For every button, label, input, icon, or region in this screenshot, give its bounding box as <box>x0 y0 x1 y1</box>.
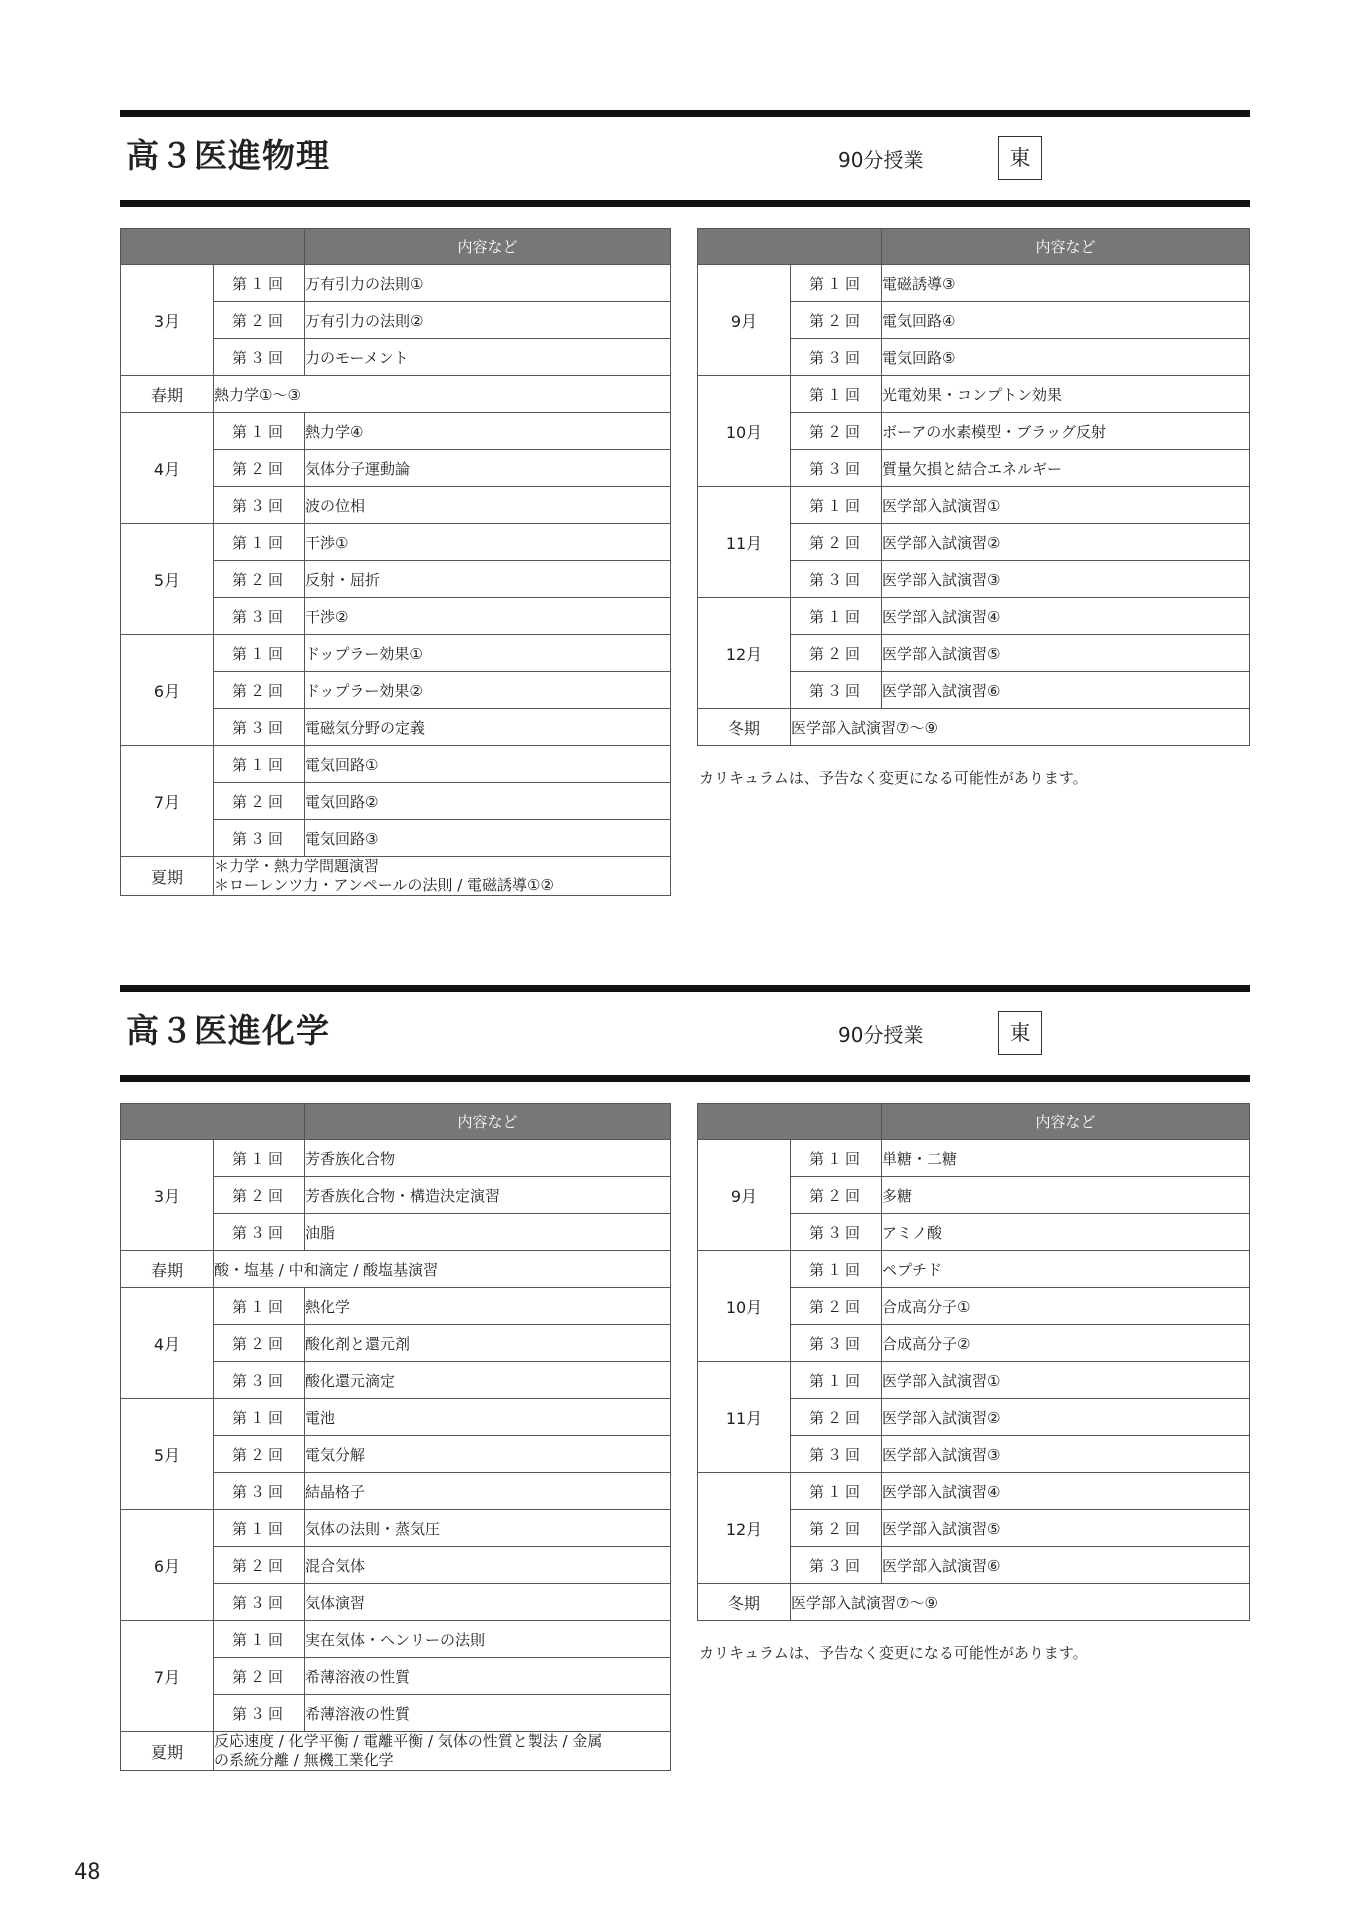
session-number: 第３回 <box>214 1584 305 1621</box>
session-number: 第２回 <box>214 450 305 487</box>
session-topic: 万有引力の法則① <box>305 265 671 302</box>
session-number: 第１回 <box>791 265 882 302</box>
session-topic: 電磁気分野の定義 <box>305 709 671 746</box>
bottom-rule <box>120 200 1250 207</box>
session-topic: 医学部入試演習⑤ <box>882 635 1250 672</box>
session-number: 第１回 <box>791 598 882 635</box>
session-topic: 熱化学 <box>305 1288 671 1325</box>
curriculum-note: カリキュラムは、予告なく変更になる可能性があります。 <box>699 769 1088 787</box>
session-number: 第１回 <box>214 1510 305 1547</box>
session-number: 第１回 <box>214 1621 305 1658</box>
session-number: 第１回 <box>214 1288 305 1325</box>
winter-label: 冬期 <box>698 1584 791 1621</box>
month-cell: 10月 <box>698 376 791 487</box>
header-blank <box>121 1104 305 1140</box>
session-number: 第２回 <box>214 1436 305 1473</box>
session-topic: 酸化還元滴定 <box>305 1362 671 1399</box>
table-row <box>698 487 1250 524</box>
session-topic: 電気回路② <box>305 783 671 820</box>
session-number: 第１回 <box>214 413 305 450</box>
session-number: 第３回 <box>214 339 305 376</box>
table-header-row <box>121 1104 671 1140</box>
month-cell: 12月 <box>698 1473 791 1584</box>
table-row <box>121 635 671 672</box>
session-number: 第２回 <box>214 561 305 598</box>
session-topic: 多糖 <box>882 1177 1250 1214</box>
table-row <box>121 1399 671 1436</box>
session-number: 第１回 <box>791 1140 882 1177</box>
month-cell: 12月 <box>698 598 791 709</box>
session-topic: 合成高分子② <box>882 1325 1250 1362</box>
table-header-row <box>698 229 1250 265</box>
session-topic: 万有引力の法則② <box>305 302 671 339</box>
session-number: 第２回 <box>791 1288 882 1325</box>
winter-row <box>698 709 1250 746</box>
lesson-length: 90分授業 <box>838 1023 924 1047</box>
bottom-rule <box>120 1075 1250 1082</box>
table-row <box>698 1362 1250 1399</box>
month-cell: 7月 <box>121 1621 214 1732</box>
session-topic: 気体演習 <box>305 1584 671 1621</box>
session-topic: 単糖・二糖 <box>882 1140 1250 1177</box>
session-number: 第３回 <box>214 820 305 857</box>
session-number: 第３回 <box>214 598 305 635</box>
session-topic: 混合気体 <box>305 1547 671 1584</box>
summer-content <box>214 857 671 896</box>
session-number: 第２回 <box>214 1547 305 1584</box>
session-topic: 芳香族化合物 <box>305 1140 671 1177</box>
season-label: 春期 <box>121 376 214 413</box>
session-number: 第３回 <box>214 487 305 524</box>
session-number: 第３回 <box>791 1325 882 1362</box>
chemistry-schedule-left <box>120 1103 671 1771</box>
session-number: 第２回 <box>791 413 882 450</box>
month-cell: 10月 <box>698 1251 791 1362</box>
session-topic: 質量欠損と結合エネルギー <box>882 450 1250 487</box>
session-number: 第２回 <box>214 1325 305 1362</box>
session-number: 第１回 <box>214 524 305 561</box>
curriculum-note: カリキュラムは、予告なく変更になる可能性があります。 <box>699 1644 1088 1662</box>
session-topic: ボーアの水素模型・ブラッグ反射 <box>882 413 1250 450</box>
summer-row <box>121 1732 671 1771</box>
header-content: 内容など <box>882 229 1250 265</box>
top-rule <box>120 110 1250 117</box>
session-topic: 医学部入試演習⑥ <box>882 672 1250 709</box>
session-topic: 合成高分子① <box>882 1288 1250 1325</box>
physics-schedule-right <box>697 228 1250 746</box>
table-row <box>698 598 1250 635</box>
session-topic: 電磁誘導③ <box>882 265 1250 302</box>
table-row <box>121 1510 671 1547</box>
table-row <box>121 524 671 561</box>
session-number: 第２回 <box>791 524 882 561</box>
session-number: 第３回 <box>791 339 882 376</box>
session-topic: ペプチド <box>882 1251 1250 1288</box>
session-topic: 光電効果・コンプトン効果 <box>882 376 1250 413</box>
header-blank <box>121 229 305 265</box>
session-topic: 希薄溶液の性質 <box>305 1695 671 1732</box>
session-number: 第１回 <box>214 746 305 783</box>
session-topic: ドップラー効果② <box>305 672 671 709</box>
session-topic: 電気回路③ <box>305 820 671 857</box>
table-row <box>121 1140 671 1177</box>
session-number: 第３回 <box>214 1695 305 1732</box>
summer-line: 反応速度 / 化学平衡 / 電離平衡 / 気体の性質と製法 / 金属 <box>214 1732 603 1750</box>
session-number: 第２回 <box>791 635 882 672</box>
session-number: 第２回 <box>791 1510 882 1547</box>
month-cell: 5月 <box>121 524 214 635</box>
table-row <box>698 1473 1250 1510</box>
session-topic: 医学部入試演習② <box>882 1399 1250 1436</box>
month-cell: 5月 <box>121 1399 214 1510</box>
session-number: 第２回 <box>214 672 305 709</box>
session-number: 第２回 <box>214 1177 305 1214</box>
session-number: 第２回 <box>214 302 305 339</box>
summer-line: ＊力学・熱力学問題演習 <box>214 857 380 875</box>
session-number: 第１回 <box>791 1362 882 1399</box>
month-cell: 6月 <box>121 635 214 746</box>
month-cell: 3月 <box>121 265 214 376</box>
month-cell: 7月 <box>121 746 214 857</box>
session-number: 第３回 <box>791 1547 882 1584</box>
campus-badge: 東 <box>998 1011 1042 1055</box>
month-cell: 4月 <box>121 413 214 524</box>
session-topic: 希薄溶液の性質 <box>305 1658 671 1695</box>
header-blank <box>698 1104 882 1140</box>
session-topic: ドップラー効果① <box>305 635 671 672</box>
header-content: 内容など <box>305 229 671 265</box>
table-row <box>121 413 671 450</box>
session-topic: 医学部入試演習⑤ <box>882 1510 1250 1547</box>
session-topic: 力のモーメント <box>305 339 671 376</box>
session-number: 第１回 <box>791 1251 882 1288</box>
session-topic: 医学部入試演習① <box>882 1362 1250 1399</box>
session-topic: 結晶格子 <box>305 1473 671 1510</box>
session-topic: 油脂 <box>305 1214 671 1251</box>
session-number: 第３回 <box>214 1362 305 1399</box>
table-header-row <box>121 229 671 265</box>
session-number: 第１回 <box>214 1399 305 1436</box>
session-topic: 医学部入試演習④ <box>882 598 1250 635</box>
month-cell: 9月 <box>698 1140 791 1251</box>
table-row <box>121 1288 671 1325</box>
session-topic: 反射・屈折 <box>305 561 671 598</box>
session-topic: 実在気体・ヘンリーの法則 <box>305 1621 671 1658</box>
season-content: 酸・塩基 / 中和滴定 / 酸塩基演習 <box>214 1251 671 1288</box>
session-number: 第２回 <box>791 302 882 339</box>
session-topic: 酸化剤と還元剤 <box>305 1325 671 1362</box>
session-number: 第３回 <box>791 561 882 598</box>
summer-label: 夏期 <box>121 1732 214 1771</box>
session-topic: 電気回路⑤ <box>882 339 1250 376</box>
session-topic: アミノ酸 <box>882 1214 1250 1251</box>
page-title: 高３医進化学 <box>126 1011 330 1050</box>
session-number: 第１回 <box>214 265 305 302</box>
season-label: 春期 <box>121 1251 214 1288</box>
season-row <box>121 1251 671 1288</box>
month-cell: 3月 <box>121 1140 214 1251</box>
session-number: 第３回 <box>791 1214 882 1251</box>
session-number: 第３回 <box>214 709 305 746</box>
session-number: 第１回 <box>214 1140 305 1177</box>
table-row <box>121 1621 671 1658</box>
lesson-length: 90分授業 <box>838 148 924 172</box>
session-topic: 干渉② <box>305 598 671 635</box>
table-row <box>121 265 671 302</box>
table-row <box>698 265 1250 302</box>
table-row <box>698 1140 1250 1177</box>
session-topic: 気体の法則・蒸気圧 <box>305 1510 671 1547</box>
session-number: 第２回 <box>791 1177 882 1214</box>
session-number: 第１回 <box>791 1473 882 1510</box>
page-number: 48 <box>74 1860 101 1885</box>
session-topic: 干渉① <box>305 524 671 561</box>
session-number: 第３回 <box>791 450 882 487</box>
table-header-row <box>698 1104 1250 1140</box>
summer-row <box>121 857 671 896</box>
top-rule <box>120 985 1250 992</box>
table-row <box>121 746 671 783</box>
session-topic: 気体分子運動論 <box>305 450 671 487</box>
session-topic: 医学部入試演習③ <box>882 561 1250 598</box>
winter-row <box>698 1584 1250 1621</box>
physics-schedule-left <box>120 228 671 896</box>
session-number: 第２回 <box>214 1658 305 1695</box>
session-topic: 医学部入試演習② <box>882 524 1250 561</box>
season-row <box>121 376 671 413</box>
season-content: 熱力学①～③ <box>214 376 671 413</box>
month-cell: 11月 <box>698 487 791 598</box>
table-row <box>698 1251 1250 1288</box>
month-cell: 6月 <box>121 1510 214 1621</box>
session-topic: 医学部入試演習① <box>882 487 1250 524</box>
session-number: 第３回 <box>791 1436 882 1473</box>
session-number: 第１回 <box>791 487 882 524</box>
session-topic: 電気分解 <box>305 1436 671 1473</box>
session-topic: 電気回路① <box>305 746 671 783</box>
month-cell: 11月 <box>698 1362 791 1473</box>
session-topic: 波の位相 <box>305 487 671 524</box>
summer-line: ＊ローレンツ力・アンペールの法則 / 電磁誘導①② <box>214 876 554 894</box>
session-topic: 電気回路④ <box>882 302 1250 339</box>
session-number: 第２回 <box>214 783 305 820</box>
session-number: 第１回 <box>214 635 305 672</box>
summer-content <box>214 1732 671 1771</box>
session-number: 第３回 <box>214 1214 305 1251</box>
session-topic: 電池 <box>305 1399 671 1436</box>
header-content: 内容など <box>305 1104 671 1140</box>
session-topic: 熱力学④ <box>305 413 671 450</box>
summer-label: 夏期 <box>121 857 214 896</box>
table-row <box>698 376 1250 413</box>
month-cell: 4月 <box>121 1288 214 1399</box>
session-topic: 医学部入試演習③ <box>882 1436 1250 1473</box>
session-topic: 医学部入試演習④ <box>882 1473 1250 1510</box>
campus-badge: 東 <box>998 136 1042 180</box>
session-number: 第３回 <box>214 1473 305 1510</box>
session-topic: 医学部入試演習⑥ <box>882 1547 1250 1584</box>
session-number: 第３回 <box>791 672 882 709</box>
session-number: 第２回 <box>791 1399 882 1436</box>
header-content: 内容など <box>882 1104 1250 1140</box>
winter-content: 医学部入試演習⑦～⑨ <box>791 709 1250 746</box>
chemistry-schedule-right <box>697 1103 1250 1621</box>
month-cell: 9月 <box>698 265 791 376</box>
header-blank <box>698 229 882 265</box>
session-topic: 芳香族化合物・構造決定演習 <box>305 1177 671 1214</box>
winter-label: 冬期 <box>698 709 791 746</box>
page-title: 高３医進物理 <box>126 136 330 175</box>
summer-line: の系統分離 / 無機工業化学 <box>214 1751 394 1769</box>
session-number: 第１回 <box>791 376 882 413</box>
winter-content: 医学部入試演習⑦～⑨ <box>791 1584 1250 1621</box>
